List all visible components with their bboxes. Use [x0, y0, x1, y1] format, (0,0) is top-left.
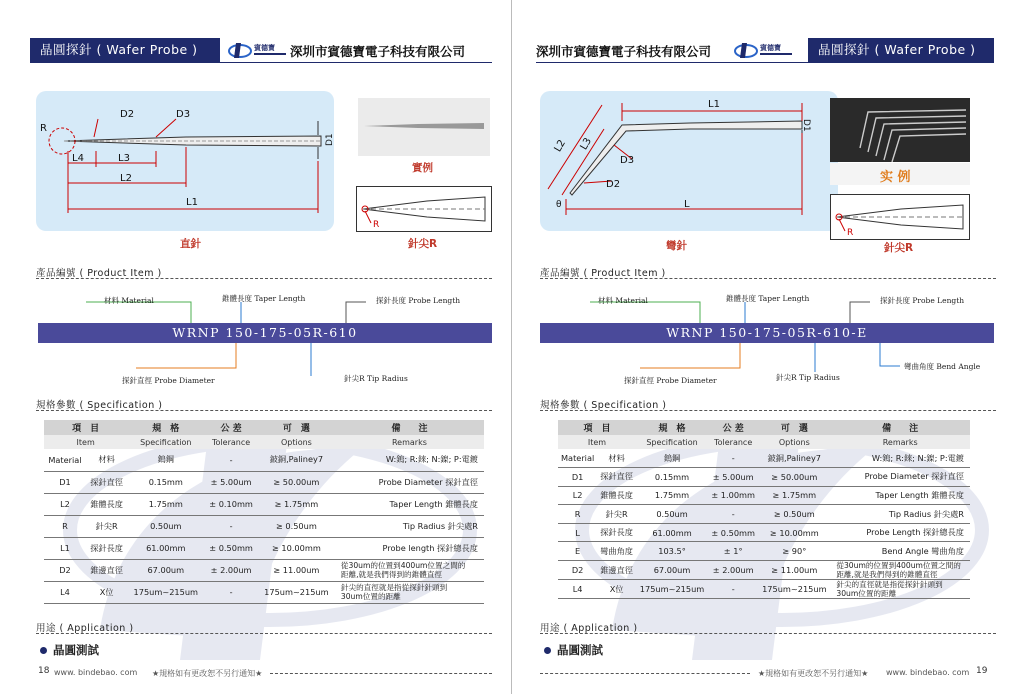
- table-cell: 175um~215um: [758, 580, 830, 599]
- svg-text:L4: L4: [72, 153, 84, 164]
- table-header-cell: 項 目: [558, 420, 636, 435]
- table-row: [558, 580, 970, 599]
- table-header-cell: 備 注: [335, 420, 484, 435]
- table-row: [44, 471, 484, 493]
- table-cell: ± 5.00um: [708, 468, 758, 487]
- table-cell: 針尖的直徑就是指從探針針頭到 30um位置的距離: [830, 580, 970, 599]
- header-title-bar: [808, 38, 994, 62]
- table-cell: 錐體長度: [597, 486, 636, 505]
- section-application: 用途 ( Application ): [540, 623, 638, 634]
- bullet-icon: [40, 647, 47, 654]
- table-cell: 175um~215um: [636, 580, 708, 599]
- table-cell: 材料: [86, 449, 127, 471]
- table-cell: ≥ 11.00um: [758, 561, 830, 580]
- table-cell: 61.00mm: [636, 523, 708, 542]
- straight-probe-diagram: [36, 91, 334, 231]
- table-cell: 針尖的直徑就是指從探針針頭到 30um位置的距離: [335, 581, 484, 603]
- table-cell: W:鎢; R:錸; N:鎳; P:電鍍: [830, 449, 970, 468]
- table-cell: X位: [86, 581, 127, 603]
- table-cell: 針尖R: [597, 505, 636, 524]
- company-logo-icon: [228, 40, 290, 60]
- section-specification: 規格參數 ( Specification ): [36, 400, 163, 411]
- table-header-cell: 備 注: [830, 420, 970, 435]
- table-cell: 鈹銅,Paliney7: [258, 449, 335, 471]
- table-cell: X位: [597, 580, 636, 599]
- table-subheader-row: [44, 435, 484, 449]
- table-cell: 鎢鋼: [127, 449, 204, 471]
- website: www. bindebao. com: [54, 668, 138, 677]
- svg-text:R: R: [847, 228, 854, 238]
- table-cell: Tip Radius 針尖處R: [830, 505, 970, 524]
- table-cell: Tip Radius 針尖處R: [335, 515, 484, 537]
- table-cell: ± 1°: [708, 542, 758, 561]
- table-cell: 0.50um: [127, 515, 204, 537]
- table-cell: -: [204, 449, 258, 471]
- section-divider: [36, 278, 492, 279]
- table-row: [558, 505, 970, 524]
- table-header-cell: 項 目: [44, 420, 127, 435]
- table-cell: ≥ 10.00mm: [758, 523, 830, 542]
- table-cell: 0.15mm: [636, 468, 708, 487]
- table-row: [44, 581, 484, 603]
- bent-probe-drawing: [540, 91, 838, 231]
- bent-probe-photo: [830, 98, 970, 162]
- photo-caption: 实 例: [880, 170, 911, 185]
- table-subheader-cell: Tolerance: [204, 435, 258, 449]
- table-subheader-cell: Options: [758, 435, 830, 449]
- spec-table: [44, 420, 484, 604]
- table-cell: -: [708, 449, 758, 468]
- table-cell: 103.5°: [636, 542, 708, 561]
- label-taper-length: 錐體長度 Taper Length: [222, 294, 306, 303]
- header-title-bar: [30, 38, 220, 62]
- label-material: 材料 Material: [598, 296, 648, 305]
- table-cell: 探針直徑: [597, 468, 636, 487]
- table-cell: D1: [558, 468, 597, 487]
- website: www. bindebao. com: [886, 668, 970, 677]
- company-name: 深圳市賓德寶電子科技有限公司: [290, 44, 466, 59]
- table-cell: ≥ 50.00um: [758, 468, 830, 487]
- table-row: [558, 542, 970, 561]
- svg-text:R: R: [373, 220, 380, 230]
- label-probe-diameter: 探針直徑 Probe Diameter: [122, 376, 215, 385]
- label-probe-diameter: 探針直徑 Probe Diameter: [624, 376, 717, 385]
- table-cell: L2: [558, 486, 597, 505]
- header-title: 晶圓探針 ( Wafer Probe ): [40, 42, 198, 57]
- section-divider: [540, 410, 996, 411]
- table-cell: ± 2.00um: [708, 561, 758, 580]
- product-code-bar: [38, 323, 492, 343]
- tip-r-caption: 針尖R: [408, 238, 438, 250]
- notice: ★規格如有更改恕不另行通知★: [758, 669, 869, 678]
- table-cell: D1: [44, 471, 86, 493]
- table-cell: R: [44, 515, 86, 537]
- table-cell: ≥ 10.00mm: [258, 537, 335, 559]
- table-cell: ≥ 1.75mm: [758, 486, 830, 505]
- table-header-cell: 公 差: [204, 420, 258, 435]
- label-tip-radius: 針尖R Tip Radius: [344, 374, 408, 383]
- table-cell: W:鎢; R:錸; N:鎳; P:電鍍: [335, 449, 484, 471]
- table-cell: 1.75mm: [127, 493, 204, 515]
- table-cell: 探針長度: [597, 523, 636, 542]
- label-bend-angle: 彎曲角度 Bend Angle: [904, 362, 981, 371]
- straight-probe-photo: [358, 98, 490, 156]
- company-name: 深圳市賓德寶電子科技有限公司: [536, 44, 712, 59]
- product-code-bar: [540, 323, 994, 343]
- table-cell: L4: [44, 581, 86, 603]
- table-header-cell: 可 選: [758, 420, 830, 435]
- svg-text:D3: D3: [620, 155, 635, 166]
- table-cell: ≥ 0.50um: [758, 505, 830, 524]
- section-product-item: 產品編號 ( Product Item ): [36, 268, 162, 279]
- table-cell: D2: [558, 561, 597, 580]
- svg-text:D1: D1: [801, 119, 811, 132]
- table-subheader-cell: Item: [558, 435, 636, 449]
- company-logo-icon: [734, 40, 796, 60]
- table-cell: Taper Length 錐體長度: [335, 493, 484, 515]
- header-title: 晶圓探針 ( Wafer Probe ): [818, 42, 976, 57]
- svg-text:θ: θ: [556, 200, 562, 210]
- table-cell: ± 0.10mm: [204, 493, 258, 515]
- product-code: WRNP 150-175-05R-610: [172, 325, 358, 340]
- bent-probe-diagram: [540, 91, 838, 231]
- table-row: [558, 523, 970, 542]
- table-cell: D2: [44, 559, 86, 581]
- table-subheader-row: [558, 435, 970, 449]
- table-cell: 針尖R: [86, 515, 127, 537]
- table-cell: 錐邊直徑: [597, 561, 636, 580]
- table-cell: 從30um的位置到400um位置之間的 距離,就是我們得到的錐體直徑: [335, 559, 484, 581]
- table-cell: 探針直徑: [86, 471, 127, 493]
- section-divider: [540, 278, 996, 279]
- section-specification: 規格參數 ( Specification ): [540, 400, 667, 411]
- table-row: [558, 486, 970, 505]
- header-rule: [30, 62, 492, 63]
- table-header-row: [44, 420, 484, 435]
- table-cell: ≥ 1.75mm: [258, 493, 335, 515]
- tip-r-diagram: [830, 194, 970, 240]
- bent-probe-caption: 彎針: [666, 240, 687, 252]
- svg-text:D3: D3: [176, 109, 191, 120]
- table-cell: 67.00um: [636, 561, 708, 580]
- product-code: WRNP 150-175-05R-610-E: [666, 325, 868, 340]
- footer-divider: [540, 673, 750, 674]
- table-cell: ± 5.00um: [204, 471, 258, 493]
- table-cell: R: [558, 505, 597, 524]
- table-cell: Probe Diameter 探針直徑: [335, 471, 484, 493]
- table-cell: 錐邊直徑: [86, 559, 127, 581]
- table-cell: -: [708, 505, 758, 524]
- svg-text:D1: D1: [325, 133, 334, 146]
- table-cell: L1: [44, 537, 86, 559]
- svg-text:L3: L3: [578, 136, 595, 152]
- tip-r-caption: 針尖R: [884, 242, 914, 254]
- table-cell: Probe length 探針總長度: [335, 537, 484, 559]
- svg-text:D2: D2: [120, 109, 135, 120]
- table-subheader-cell: Item: [44, 435, 127, 449]
- table-cell: L4: [558, 580, 597, 599]
- table-cell: Material: [44, 449, 86, 471]
- tip-r-diagram: [356, 186, 492, 232]
- table-header-cell: 公 差: [708, 420, 758, 435]
- svg-text:R: R: [40, 123, 47, 134]
- label-probe-length: 探針長度 Probe Length: [880, 296, 965, 305]
- table-cell: -: [204, 515, 258, 537]
- table-header-cell: 規 格: [636, 420, 708, 435]
- table-cell: ≥ 0.50um: [258, 515, 335, 537]
- section-divider: [36, 633, 492, 634]
- table-subheader-cell: Remarks: [830, 435, 970, 449]
- svg-text:L2: L2: [120, 173, 132, 184]
- page-number: 19: [976, 666, 988, 676]
- table-cell: 錐體長度: [86, 493, 127, 515]
- table-cell: Material: [558, 449, 597, 468]
- table-cell: 探針長度: [86, 537, 127, 559]
- table-row: [44, 493, 484, 515]
- label-taper-length: 錐體長度 Taper Length: [726, 294, 810, 303]
- table-cell: ≥ 90°: [758, 542, 830, 561]
- table-cell: ≥ 50.00um: [258, 471, 335, 493]
- label-material: 材料 Material: [104, 296, 154, 305]
- table-cell: -: [204, 581, 258, 603]
- table-cell: Taper Length 錐體長度: [830, 486, 970, 505]
- table-cell: 1.75mm: [636, 486, 708, 505]
- table-cell: 鎢鋼: [636, 449, 708, 468]
- right-page: [512, 0, 1024, 694]
- table-subheader-cell: Remarks: [335, 435, 484, 449]
- straight-probe-caption: 直針: [180, 238, 201, 250]
- table-cell: Probe Length 探針總長度: [830, 523, 970, 542]
- table-subheader-cell: Specification: [127, 435, 204, 449]
- section-divider: [540, 633, 996, 634]
- svg-text:賓德寶: 賓德寶: [760, 44, 781, 52]
- photo-caption: 實例: [412, 162, 433, 174]
- application-item: 晶圓測試: [40, 642, 99, 658]
- spec-table: [558, 420, 970, 599]
- table-cell: ± 0.50mm: [204, 537, 258, 559]
- table-row: [558, 468, 970, 487]
- table-cell: 0.50um: [636, 505, 708, 524]
- table-cell: 材料: [597, 449, 636, 468]
- table-subheader-cell: Tolerance: [708, 435, 758, 449]
- table-cell: ± 2.00um: [204, 559, 258, 581]
- table-cell: Bend Angle 彎曲角度: [830, 542, 970, 561]
- section-product-item: 產品編號 ( Product Item ): [540, 268, 666, 279]
- table-subheader-cell: Specification: [636, 435, 708, 449]
- page-number: 18: [38, 666, 50, 676]
- notice: ★規格如有更改恕不另行通知★: [152, 669, 263, 678]
- table-cell: 彎曲角度: [597, 542, 636, 561]
- svg-text:D2: D2: [606, 179, 621, 190]
- table-cell: 從30um的位置到400um位置之間的 距離,就是我們得到的錐體直徑: [830, 561, 970, 580]
- table-cell: ± 1.00mm: [708, 486, 758, 505]
- table-cell: Probe Diameter 探針直徑: [830, 468, 970, 487]
- table-cell: E: [558, 542, 597, 561]
- table-subheader-cell: Options: [258, 435, 335, 449]
- section-divider: [36, 410, 492, 411]
- svg-text:賓德寶: 賓德寶: [254, 44, 275, 52]
- table-row: [44, 559, 484, 581]
- table-row: [44, 449, 484, 471]
- label-tip-radius: 針尖R Tip Radius: [776, 373, 840, 382]
- application-item: 晶圓測試: [544, 642, 603, 658]
- svg-text:L3: L3: [118, 153, 130, 164]
- table-cell: 61.00mm: [127, 537, 204, 559]
- table-cell: 0.15mm: [127, 471, 204, 493]
- table-cell: 175um~215um: [258, 581, 335, 603]
- svg-text:L1: L1: [708, 99, 720, 110]
- section-application: 用途 ( Application ): [36, 623, 134, 634]
- table-row: [44, 537, 484, 559]
- svg-text:L2: L2: [552, 138, 569, 154]
- table-row: [44, 515, 484, 537]
- table-header-row: [558, 420, 970, 435]
- bullet-icon: [544, 647, 551, 654]
- table-header-cell: 規 格: [127, 420, 204, 435]
- label-probe-length: 探針長度 Probe Length: [376, 296, 461, 305]
- header-rule: [536, 62, 994, 63]
- table-cell: 鈹銅,Paliney7: [758, 449, 830, 468]
- table-cell: 67.00um: [127, 559, 204, 581]
- table-cell: -: [708, 580, 758, 599]
- table-cell: L: [558, 523, 597, 542]
- table-header-cell: 可 選: [258, 420, 335, 435]
- footer-divider: [270, 673, 492, 674]
- straight-probe-drawing: [36, 91, 334, 231]
- table-cell: ≥ 11.00um: [258, 559, 335, 581]
- svg-text:L1: L1: [186, 197, 198, 208]
- table-cell: 175um~215um: [127, 581, 204, 603]
- table-row: [558, 561, 970, 580]
- svg-text:L: L: [684, 199, 690, 210]
- table-row: [558, 449, 970, 468]
- table-cell: L2: [44, 493, 86, 515]
- table-cell: ± 0.50mm: [708, 523, 758, 542]
